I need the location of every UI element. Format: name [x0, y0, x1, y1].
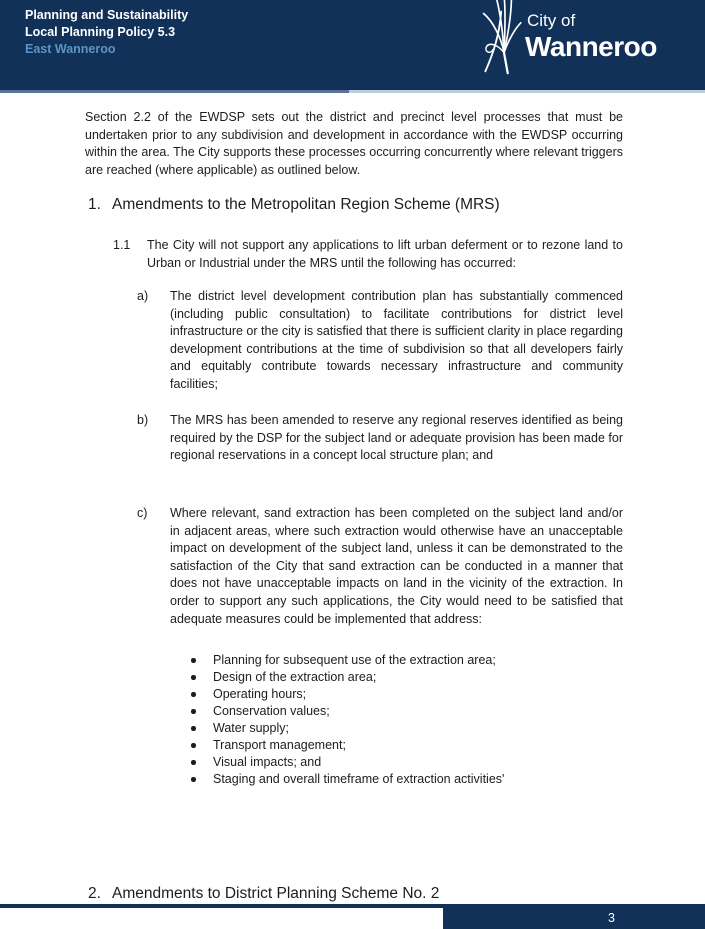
- list-item: [190, 754, 623, 771]
- header-policy-number: Local Planning Policy 5.3: [25, 25, 176, 39]
- list-item-c-label: c): [137, 506, 148, 520]
- city-of-wanneroo-logo: [476, 0, 701, 90]
- logo-city-of-text: City of: [527, 11, 576, 30]
- header-separator-right: [349, 90, 705, 93]
- bullet-text: Visual impacts; and: [213, 755, 322, 769]
- bullet-text: Operating hours;: [213, 687, 307, 701]
- page-number: 3: [608, 911, 615, 925]
- section-2-title: Amendments to District Planning Scheme No. 2: [112, 885, 440, 902]
- list-item: [190, 703, 623, 720]
- clause-1-1-text: The City will not support any applications to lift urban deferment or to rezone land to Urban or Industrial under the MRS until the following has occurred:: [147, 238, 623, 270]
- list-item: [190, 652, 623, 669]
- list-item: [190, 686, 623, 703]
- bullet-icon: [190, 737, 213, 754]
- list-item-b-text: The MRS has been amended to reserve any regional reserves identified as being required by the DSP for the subject land or adequate provision has been made for regional reservations in a concept local structure plan; and: [170, 413, 623, 463]
- bullet-text: Staging and overall timeframe of extraction activities': [213, 772, 505, 786]
- bullet-icon: [190, 720, 213, 737]
- list-item: [190, 720, 623, 737]
- list-item: [190, 669, 623, 686]
- header-department: Planning and Sustainability: [25, 8, 189, 22]
- section-2-number: 2.: [88, 885, 101, 902]
- footer-page-band: [443, 908, 705, 929]
- bullet-text: Conservation values;: [213, 704, 330, 718]
- bullet-icon: [190, 703, 213, 720]
- section-2-heading: [88, 885, 648, 903]
- list-item-a: [137, 288, 623, 394]
- list-item-a-text: The district level development contribution plan has substantially commenced (including public consultation) to facilitate contributions for district level infrastructure or the city is satisfied that there is sufficient clarity in place regarding development contributions at the time of subdivision so that all developers fairly and equitably contribute towards necessary infrastructure and community facilities;: [170, 289, 623, 391]
- header-title-block: [25, 7, 188, 58]
- bullet-icon: [190, 669, 213, 686]
- grass-tree-icon: [476, 0, 532, 81]
- section-1-number: 1.: [88, 196, 101, 213]
- list-item-c-text: Where relevant, sand extraction has been completed on the subject land and/or in adjacent areas, where such extraction would otherwise have an unacceptable impact on development of the subject land, unless it can be demonstrated to the satisfaction of the City that sand extraction can be conducted in a manner that does not have unacceptable impacts on land in the vicinity of the extraction. In order to support any such applications, the City would need to be satisfied that adequate measures could be implemented that address:: [170, 506, 623, 626]
- bullet-icon: [190, 771, 213, 788]
- bullet-text: Design of the extraction area;: [213, 670, 377, 684]
- clause-1-1: [113, 237, 623, 272]
- list-item-c: [137, 505, 623, 628]
- section-1-heading: [88, 196, 628, 214]
- intro-paragraph: Section 2.2 of the EWDSP sets out the district and precinct level processes that must be undertaken prior to any subdivision and development in accordance with the EWDSP occurring within the area. The City supports these processes occurring concurrently where relevant triggers are reached (where applicable) as outlined below.: [85, 110, 623, 177]
- bullet-text: Transport management;: [213, 738, 346, 752]
- header-separator-left: [0, 90, 349, 93]
- list-item-a-label: a): [137, 289, 149, 303]
- logo-wanneroo-text: Wanneroo: [525, 31, 657, 62]
- bullet-text: Planning for subsequent use of the extraction area;: [213, 653, 496, 667]
- bullet-icon: [190, 754, 213, 771]
- header-banner: [0, 0, 705, 90]
- bullet-icon: [190, 686, 213, 703]
- list-item: [190, 771, 623, 788]
- list-item: [190, 737, 623, 754]
- bullet-text: Water supply;: [213, 721, 289, 735]
- section-1-title: Amendments to the Metropolitan Region Scheme (MRS): [112, 196, 500, 213]
- header-policy-area: East Wanneroo: [25, 42, 116, 56]
- extraction-measures-bullet-list: [190, 652, 623, 788]
- list-item-b-label: b): [137, 413, 149, 427]
- list-item-b: [137, 412, 623, 465]
- bullet-icon: [190, 652, 213, 669]
- clause-1-1-number: 1.1: [113, 238, 131, 252]
